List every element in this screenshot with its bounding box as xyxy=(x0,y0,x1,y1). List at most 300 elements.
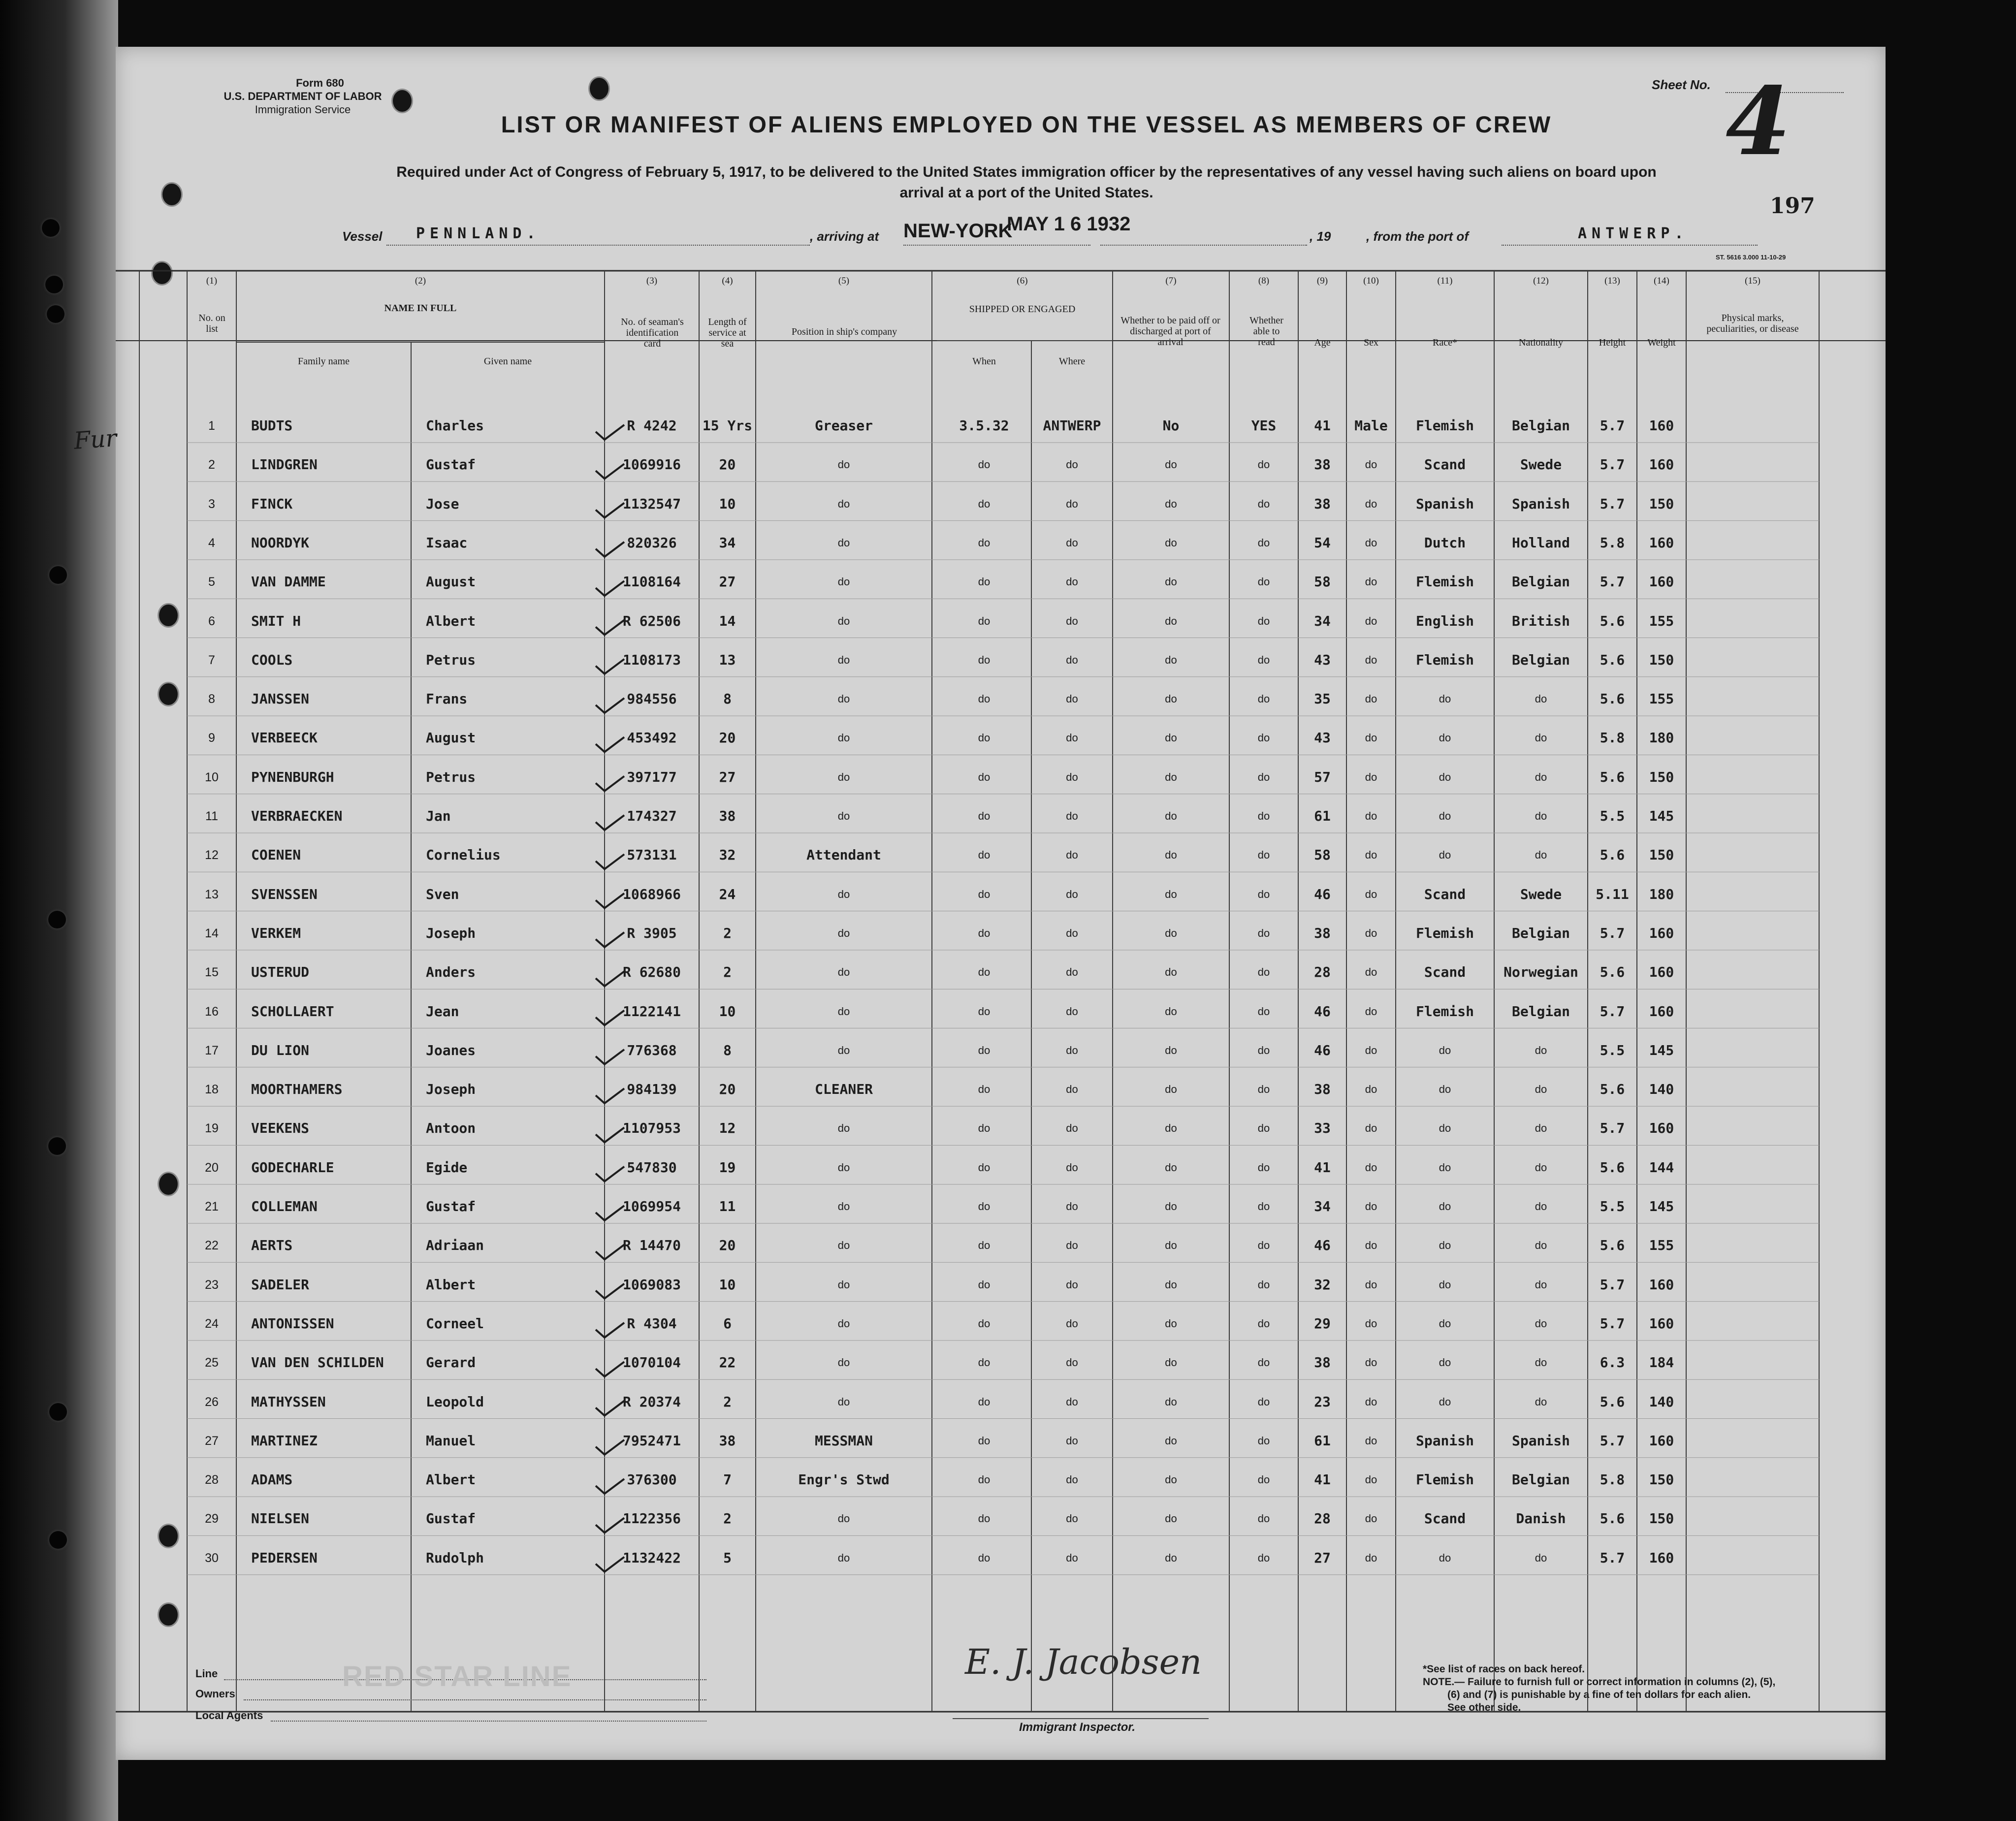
cell-race: do xyxy=(1439,849,1451,862)
cell-sex: do xyxy=(1365,1395,1377,1408)
row-number: 17 xyxy=(205,1043,219,1057)
cell-age: 46 xyxy=(1314,886,1331,902)
owners-label: Owners xyxy=(195,1688,235,1700)
cell-height: 5.7 xyxy=(1600,1120,1625,1137)
cell-age: 61 xyxy=(1314,808,1331,824)
col-num-6: (6) xyxy=(1017,276,1028,286)
cell-nationality: do xyxy=(1535,693,1547,705)
cell-service: 19 xyxy=(719,1159,736,1176)
row-number: 22 xyxy=(205,1239,219,1253)
cell-read: do xyxy=(1257,1317,1270,1330)
arrival-date-stamp: MAY 1 6 1932 xyxy=(1007,213,1131,235)
cell-weight: 150 xyxy=(1649,768,1674,785)
cell-card: 1108164 xyxy=(622,574,681,590)
cell-service: 38 xyxy=(719,1432,736,1449)
cell-sex: do xyxy=(1365,1239,1377,1252)
cell-nationality: do xyxy=(1535,1278,1547,1291)
cell-paid: do xyxy=(1165,849,1177,862)
cell-paid: do xyxy=(1165,1551,1177,1564)
cell-weight: 160 xyxy=(1649,1432,1674,1449)
cell-paid: do xyxy=(1165,1122,1177,1135)
cell-race: Scand xyxy=(1424,1510,1466,1527)
other-side-note: See other side. xyxy=(1447,1702,1521,1713)
cell-race: do xyxy=(1439,732,1451,744)
cell-height: 5.7 xyxy=(1600,925,1625,941)
cell-nationality: do xyxy=(1535,1083,1547,1096)
header-paid-off: Whether to be paid off or discharged at port of arrival xyxy=(1120,315,1220,348)
sheet-number: 4 xyxy=(1726,66,1791,176)
cell-given: Frans xyxy=(426,691,468,707)
row-number: 7 xyxy=(208,653,215,667)
cell-read: do xyxy=(1257,653,1270,666)
cell-read: do xyxy=(1257,1356,1270,1369)
cell-read: do xyxy=(1257,1200,1270,1213)
cell-sex: Male xyxy=(1354,417,1388,434)
cell-given: Sven xyxy=(426,886,459,902)
cell-read: do xyxy=(1257,966,1270,979)
cell-given: Petrus xyxy=(426,768,476,785)
cell-nationality: Holland xyxy=(1511,534,1570,551)
cell-paid: do xyxy=(1165,1005,1177,1018)
cell-paid: do xyxy=(1165,1317,1177,1330)
cell-age: 43 xyxy=(1314,651,1331,668)
cell-sex: do xyxy=(1365,926,1377,939)
arriving-port: NEW-YORK xyxy=(903,220,1013,242)
cell-height: 5.7 xyxy=(1600,417,1625,434)
cell-given: Joseph xyxy=(426,925,476,941)
arriving-label: , arriving at xyxy=(810,229,879,244)
cell-nationality: Belgian xyxy=(1511,574,1570,590)
cell-where: do xyxy=(1066,1122,1078,1135)
cell-where: do xyxy=(1066,732,1078,744)
row-number: 16 xyxy=(205,1004,219,1019)
cell-service: 5 xyxy=(723,1549,732,1566)
col-num-4: (4) xyxy=(722,276,733,286)
cell-given: Gustaf xyxy=(426,1198,476,1214)
header-given-name: Given name xyxy=(483,356,532,367)
cell-family: SVENSSEN xyxy=(251,886,318,902)
cell-height: 5.8 xyxy=(1600,534,1625,551)
cell-read: do xyxy=(1257,614,1270,627)
col-num-9: (9) xyxy=(1316,276,1328,286)
cell-height: 5.5 xyxy=(1600,808,1625,824)
cell-position: Engr's Stwd xyxy=(798,1471,890,1488)
cell-where: do xyxy=(1066,849,1078,862)
cell-sex: do xyxy=(1365,1317,1377,1330)
cell-position: do xyxy=(837,458,850,471)
cell-height: 5.8 xyxy=(1600,730,1625,746)
cell-service: 13 xyxy=(719,651,736,668)
cell-paid: do xyxy=(1165,770,1177,783)
col-num-2: (2) xyxy=(415,276,426,286)
cell-race: do xyxy=(1439,1200,1451,1213)
cell-service: 10 xyxy=(719,1276,736,1293)
cell-service: 15 Yrs xyxy=(702,417,753,434)
cell-race: Scand xyxy=(1424,964,1466,981)
cell-service: 2 xyxy=(723,964,732,981)
cell-when: do xyxy=(978,1239,991,1252)
cell-where: do xyxy=(1066,926,1078,939)
cell-weight: 145 xyxy=(1649,808,1674,824)
cell-position: do xyxy=(837,693,850,705)
owners-field xyxy=(244,1699,706,1700)
cell-position: CLEANER xyxy=(814,1081,873,1098)
cell-service: 27 xyxy=(719,574,736,590)
cell-paid: do xyxy=(1165,1434,1177,1447)
cell-nationality: do xyxy=(1535,1200,1547,1213)
inspector-label: Immigrant Inspector. xyxy=(1019,1721,1136,1734)
header-position: Position in ship's company xyxy=(791,326,897,337)
cell-sex: do xyxy=(1365,1473,1377,1486)
cell-read: do xyxy=(1257,1083,1270,1096)
cell-when: do xyxy=(978,1551,991,1564)
cell-age: 41 xyxy=(1314,1471,1331,1488)
cell-service: 27 xyxy=(719,768,736,785)
cell-age: 57 xyxy=(1314,768,1331,785)
cell-paid: do xyxy=(1165,497,1177,510)
cell-sex: do xyxy=(1365,1161,1377,1174)
cell-card: 1122141 xyxy=(622,1003,681,1020)
cell-position: do xyxy=(837,1122,850,1135)
form-number: Form 680 xyxy=(296,77,344,89)
cell-position: do xyxy=(837,810,850,822)
cell-family: NOORDYK xyxy=(251,534,310,551)
cell-family: VAN DAMME xyxy=(251,574,326,590)
col-num-15: (15) xyxy=(1745,276,1760,286)
cell-card: 1068966 xyxy=(622,886,681,902)
cell-age: 28 xyxy=(1314,964,1331,981)
cell-sex: do xyxy=(1365,888,1377,900)
cell-age: 41 xyxy=(1314,1159,1331,1176)
cell-race: Flemish xyxy=(1415,651,1474,668)
cell-height: 5.6 xyxy=(1600,847,1625,863)
cell-sex: do xyxy=(1365,1005,1377,1018)
cell-paid: No xyxy=(1162,417,1180,434)
cell-given: Petrus xyxy=(426,651,476,668)
header-no-on-list: No. on list xyxy=(198,313,225,334)
col-num-5: (5) xyxy=(838,276,850,286)
cell-read: do xyxy=(1257,497,1270,510)
header-nationality: Nationality xyxy=(1519,337,1563,348)
cell-given: Gerard xyxy=(426,1354,476,1371)
col-num-3: (3) xyxy=(646,276,658,286)
cell-paid: do xyxy=(1165,1239,1177,1252)
cell-age: 61 xyxy=(1314,1432,1331,1449)
cell-family: MATHYSSEN xyxy=(251,1393,326,1410)
cell-height: 5.6 xyxy=(1600,612,1625,629)
cell-weight: 160 xyxy=(1649,925,1674,941)
cell-height: 6.3 xyxy=(1600,1354,1625,1371)
cell-service: 11 xyxy=(719,1198,736,1214)
cell-service: 8 xyxy=(723,691,732,707)
cell-when: do xyxy=(978,926,991,939)
cell-given: August xyxy=(426,730,476,746)
cell-given: Cornelius xyxy=(426,847,501,863)
cell-height: 5.11 xyxy=(1596,886,1629,902)
col-num-14: (14) xyxy=(1654,276,1669,286)
cell-height: 5.7 xyxy=(1600,456,1625,473)
cell-read: do xyxy=(1257,926,1270,939)
cell-nationality: do xyxy=(1535,1551,1547,1564)
row-number: 15 xyxy=(205,965,219,980)
cell-when: do xyxy=(978,1083,991,1096)
cell-given: August xyxy=(426,574,476,590)
cell-race: do xyxy=(1439,1239,1451,1252)
form-title: LIST OR MANIFEST OF ALIENS EMPLOYED ON THE VESSEL AS MEMBERS OF CREW xyxy=(501,111,1552,137)
cell-read: do xyxy=(1257,1434,1270,1447)
cell-nationality: do xyxy=(1535,1161,1547,1174)
cell-where: do xyxy=(1066,1278,1078,1291)
row-number: 5 xyxy=(208,575,215,589)
cell-where: do xyxy=(1066,810,1078,822)
cell-card: 1132422 xyxy=(622,1549,681,1566)
cell-when: do xyxy=(978,653,991,666)
row-number: 29 xyxy=(205,1512,219,1526)
cell-read: do xyxy=(1257,1044,1270,1056)
cell-given: Egide xyxy=(426,1159,468,1176)
cell-sex: do xyxy=(1365,1083,1377,1096)
cell-race: Scand xyxy=(1424,456,1466,473)
cell-nationality: Spanish xyxy=(1511,1432,1570,1449)
row-number: 11 xyxy=(205,809,218,823)
service-name: Immigration Service xyxy=(255,103,351,116)
row-number: 23 xyxy=(205,1278,219,1292)
cell-sex: do xyxy=(1365,614,1377,627)
penalty-note-cont: (6) and (7) is punishable by a fine of ten dollars for each alien. xyxy=(1447,1689,1751,1700)
cell-height: 5.6 xyxy=(1600,1393,1625,1410)
cell-card: 1107953 xyxy=(622,1120,681,1137)
cell-read: do xyxy=(1257,458,1270,471)
cell-where: do xyxy=(1066,693,1078,705)
cell-family: VERKEM xyxy=(251,925,301,941)
cell-position: MESSMAN xyxy=(814,1432,873,1449)
cell-when: do xyxy=(978,966,991,979)
cell-given: Leopold xyxy=(426,1393,484,1410)
cell-given: Jose xyxy=(426,495,459,512)
cell-where: do xyxy=(1066,1395,1078,1408)
from-port: ANTWERP. xyxy=(1578,225,1689,242)
row-number: 28 xyxy=(205,1473,219,1487)
cell-read: do xyxy=(1257,575,1270,588)
cell-read: do xyxy=(1257,1239,1270,1252)
cell-height: 5.6 xyxy=(1600,1159,1625,1176)
cell-given: Albert xyxy=(426,1276,476,1293)
cell-family: MARTINEZ xyxy=(251,1432,318,1449)
cell-nationality: do xyxy=(1535,1317,1547,1330)
cell-position: do xyxy=(837,1512,850,1525)
cell-when: do xyxy=(978,732,991,744)
cell-where: do xyxy=(1066,536,1078,549)
cell-height: 5.6 xyxy=(1600,651,1625,668)
cell-where: do xyxy=(1066,1434,1078,1447)
cell-weight: 144 xyxy=(1649,1159,1674,1176)
cell-height: 5.7 xyxy=(1600,574,1625,590)
row-number: 19 xyxy=(205,1121,219,1136)
cell-card: R 62506 xyxy=(622,612,681,629)
cell-sex: do xyxy=(1365,653,1377,666)
row-number: 27 xyxy=(205,1434,219,1448)
cell-height: 5.5 xyxy=(1600,1042,1625,1058)
cell-given: Albert xyxy=(426,612,476,629)
cell-position: do xyxy=(837,888,850,900)
cell-sex: do xyxy=(1365,1551,1377,1564)
cell-paid: do xyxy=(1165,1083,1177,1096)
cell-nationality: Danish xyxy=(1516,1510,1566,1527)
row-number: 8 xyxy=(208,692,215,706)
agents-label: Local Agents xyxy=(195,1709,263,1722)
cell-sex: do xyxy=(1365,693,1377,705)
cell-sex: do xyxy=(1365,458,1377,471)
cell-service: 24 xyxy=(719,886,736,902)
binder-hole xyxy=(48,1137,66,1155)
cell-service: 14 xyxy=(719,612,736,629)
cell-age: 46 xyxy=(1314,1003,1331,1020)
cell-paid: do xyxy=(1165,614,1177,627)
cell-read: do xyxy=(1257,1005,1270,1018)
header-able-to-read: Whether able to read xyxy=(1249,315,1283,348)
cell-weight: 160 xyxy=(1649,534,1674,551)
cell-when: do xyxy=(978,614,991,627)
cell-family: DU LION xyxy=(251,1042,310,1058)
cell-nationality: do xyxy=(1535,1044,1547,1056)
cell-card: R 14470 xyxy=(622,1237,681,1254)
cell-given: Anders xyxy=(426,964,476,981)
cell-race: Dutch xyxy=(1424,534,1466,551)
col-num-13: (13) xyxy=(1604,276,1620,286)
cell-read: do xyxy=(1257,1512,1270,1525)
sheet-label: Sheet No. xyxy=(1652,77,1711,92)
cell-height: 5.6 xyxy=(1600,1237,1625,1254)
cell-race: do xyxy=(1439,1551,1451,1564)
cell-given: Gustaf xyxy=(426,1510,476,1527)
cell-where: do xyxy=(1066,1317,1078,1330)
row-number: 2 xyxy=(208,458,215,472)
penalty-note: NOTE.— Failure to furnish full or correct information in columns (2), (5), xyxy=(1423,1676,1776,1688)
row-number: 12 xyxy=(205,848,219,863)
cell-card: 1122356 xyxy=(622,1510,681,1527)
header-race: Race* xyxy=(1433,337,1457,348)
row-number: 25 xyxy=(205,1356,219,1370)
cell-read: do xyxy=(1257,770,1270,783)
cell-weight: 155 xyxy=(1649,1237,1674,1254)
cell-weight: 150 xyxy=(1649,847,1674,863)
cell-position: Attendant xyxy=(806,847,881,863)
cell-service: 10 xyxy=(719,495,736,512)
cell-given: Charles xyxy=(426,417,484,434)
races-note: *See list of races on back hereof. xyxy=(1423,1663,1585,1675)
row-number: 21 xyxy=(205,1200,219,1214)
row-number: 14 xyxy=(205,926,219,940)
cell-where: do xyxy=(1066,575,1078,588)
cell-height: 5.6 xyxy=(1600,1510,1625,1527)
cell-where: do xyxy=(1066,770,1078,783)
col-num-10: (10) xyxy=(1363,276,1379,286)
cell-position: do xyxy=(837,575,850,588)
cell-nationality: do xyxy=(1535,810,1547,822)
cell-age: 46 xyxy=(1314,1042,1331,1058)
cell-read: do xyxy=(1257,1161,1270,1174)
cell-weight: 180 xyxy=(1649,730,1674,746)
cell-service: 2 xyxy=(723,925,732,941)
cell-position: do xyxy=(837,1395,850,1408)
cell-race: Scand xyxy=(1424,886,1466,902)
department-name: U.S. DEPARTMENT OF LABOR xyxy=(224,90,382,102)
vessel-label: Vessel xyxy=(342,229,383,244)
cell-height: 5.5 xyxy=(1600,1198,1625,1214)
cell-height: 5.7 xyxy=(1600,1003,1625,1020)
cell-service: 10 xyxy=(719,1003,736,1020)
cell-nationality: Norwegian xyxy=(1504,964,1578,981)
cell-given: Corneel xyxy=(426,1315,484,1332)
cell-when: do xyxy=(978,497,991,510)
cell-paid: do xyxy=(1165,1044,1177,1056)
cell-family: GODECHARLE xyxy=(251,1159,334,1176)
cell-card: 776368 xyxy=(627,1042,677,1058)
cell-where: do xyxy=(1066,614,1078,627)
cell-nationality: Belgian xyxy=(1511,651,1570,668)
cell-height: 5.8 xyxy=(1600,1471,1625,1488)
cell-age: 35 xyxy=(1314,691,1331,707)
cell-height: 5.6 xyxy=(1600,964,1625,981)
cell-when: do xyxy=(978,888,991,900)
header-family-name: Family name xyxy=(298,356,350,367)
cell-position: do xyxy=(837,1239,850,1252)
cell-service: 20 xyxy=(719,1237,736,1254)
cell-when: do xyxy=(978,1356,991,1369)
cell-sex: do xyxy=(1365,536,1377,549)
cell-height: 5.7 xyxy=(1600,1315,1625,1332)
inspector-signature: E. J. Jacobsen xyxy=(965,1642,1202,1682)
cell-card: 397177 xyxy=(627,768,677,785)
cell-nationality: do xyxy=(1535,770,1547,783)
cell-paid: do xyxy=(1165,810,1177,822)
cell-service: 32 xyxy=(719,847,736,863)
cell-age: 32 xyxy=(1314,1276,1331,1293)
cell-race: Flemish xyxy=(1415,417,1474,434)
cell-race: do xyxy=(1439,810,1451,822)
cell-weight: 160 xyxy=(1649,417,1674,434)
binder-hole xyxy=(48,911,66,928)
cell-family: MOORTHAMERS xyxy=(251,1081,343,1098)
cell-where: do xyxy=(1066,1083,1078,1096)
cell-where: do xyxy=(1066,1239,1078,1252)
cell-paid: do xyxy=(1165,1395,1177,1408)
cell-card: 984556 xyxy=(627,691,677,707)
cell-race: Spanish xyxy=(1415,495,1474,512)
cell-race: Flemish xyxy=(1415,1471,1474,1488)
row-number: 24 xyxy=(205,1316,219,1331)
cell-height: 5.6 xyxy=(1600,691,1625,707)
cell-when: do xyxy=(978,575,991,588)
line-stamp: RED STAR LINE xyxy=(342,1661,572,1693)
header-id-card: No. of seaman's identification card xyxy=(621,317,684,349)
cell-position: do xyxy=(837,1044,850,1056)
cell-sex: do xyxy=(1365,497,1377,510)
cell-position: do xyxy=(837,1356,850,1369)
cell-family: PEDERSEN xyxy=(251,1549,318,1566)
cell-read: do xyxy=(1257,849,1270,862)
header-service-length: Length of service at sea xyxy=(708,317,747,349)
cell-weight: 155 xyxy=(1649,612,1674,629)
cell-paid: do xyxy=(1165,536,1177,549)
cell-family: SCHOLLAERT xyxy=(251,1003,334,1020)
cell-race: do xyxy=(1439,1044,1451,1056)
col-num-11: (11) xyxy=(1437,276,1453,286)
cell-paid: do xyxy=(1165,653,1177,666)
cell-nationality: do xyxy=(1535,849,1547,862)
cell-family: USTERUD xyxy=(251,964,310,981)
cell-card: 1070104 xyxy=(622,1354,681,1371)
